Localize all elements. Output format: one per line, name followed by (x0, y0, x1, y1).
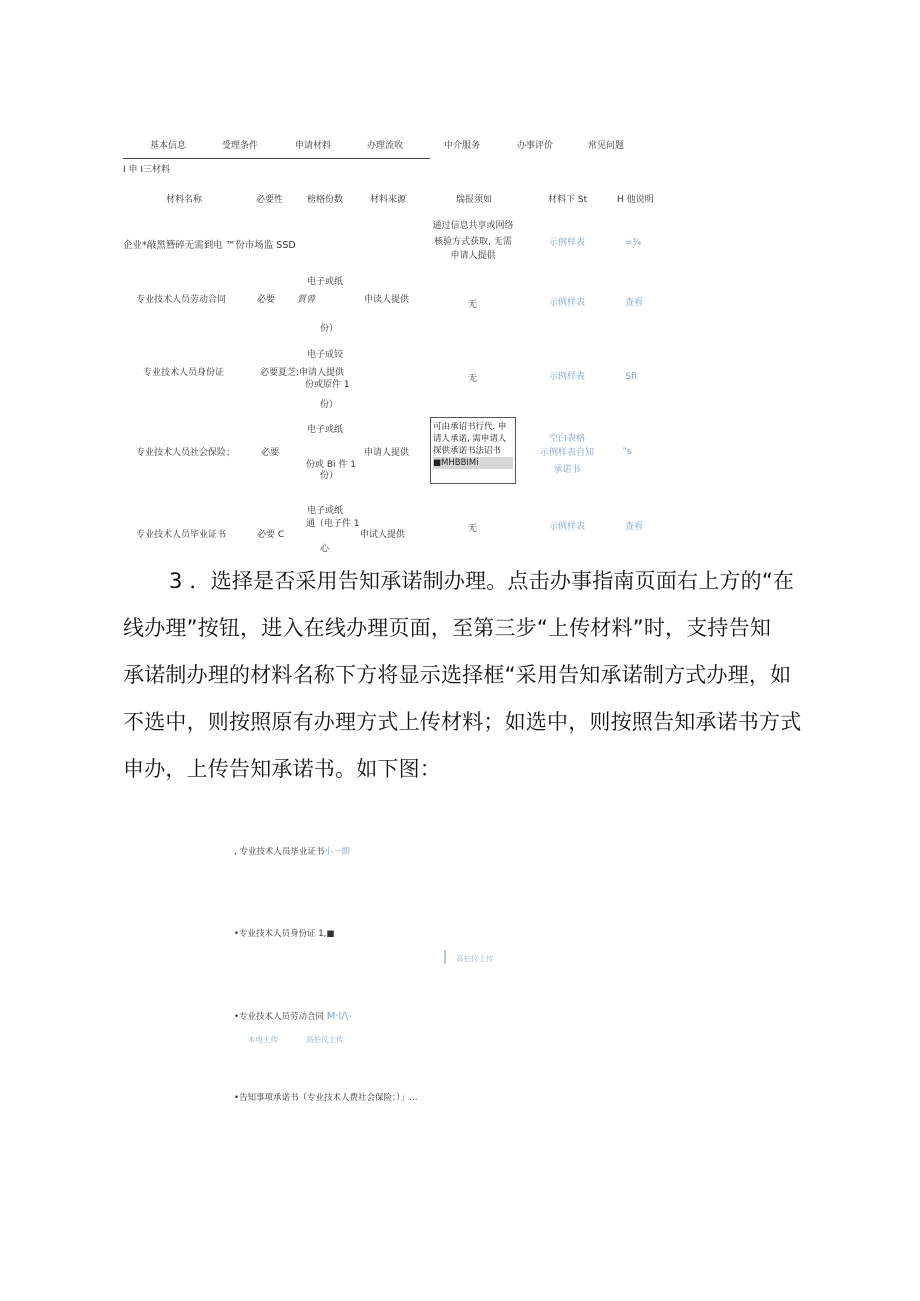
upload-item-commitment (234, 1091, 418, 1103)
row-name: 专业技术人员毕业证书 (136, 530, 227, 540)
camera-upload-button[interactable]: 高拍仪上传 (456, 954, 494, 963)
upload-item-label: 专业技术人员劳动合同 (239, 1012, 325, 1022)
row-copies-2: 質曾 (297, 295, 316, 305)
status-tag: 小一期 (324, 847, 350, 857)
note-line: 核验方式获取, 无需 (434, 237, 512, 247)
view-link[interactable]: 查看 (624, 298, 643, 308)
header-other: H 他说明 (617, 195, 654, 205)
note-line: 请人承诺, 需申请人 (433, 434, 507, 444)
tab-intermediary[interactable]: 中介服务 (444, 141, 481, 151)
header-download: 材料下 St (548, 195, 588, 205)
row-copies-3: 份） (320, 324, 339, 334)
commitment-letter-link[interactable]: 承诺书 (553, 465, 581, 475)
bullet: • (234, 929, 240, 939)
tab-divider (123, 158, 430, 159)
row-other[interactable]: =¾ (624, 238, 642, 248)
row-source: 申请人提供 (364, 448, 410, 458)
header-copies: 榜格份数 (307, 195, 344, 205)
paragraph-line: 不选中，则按照原有办理方式上传材料；如选中，则按照告知承诺书方式 (123, 710, 802, 734)
row-copies-2: 通（电子件 1 (306, 519, 360, 529)
view-link[interactable]: 查看 (624, 522, 643, 532)
row-notes: 无 (468, 374, 478, 384)
upload-item-label: 专业技术人员毕业证书 (239, 847, 325, 857)
row-name: 企业*敲黑簪碎无需到电 ™份市场监 SSD (123, 240, 296, 251)
row-required: 必要 C (257, 530, 285, 540)
row-notes: 无 (468, 300, 478, 310)
note-line: 通过信息共享或网络 (432, 221, 514, 231)
paragraph-line: 申办，上传告知承诺书。如下图： (123, 757, 441, 781)
row-other[interactable]: Sfi (625, 372, 637, 382)
row-name: 专业技术人员身份证 (143, 368, 225, 378)
tab-materials[interactable]: 申请材料 (295, 141, 332, 151)
paragraph-line: 承诺制办理的材料名称下方将显示选择框“采用告知承诺制方式办理，如 (123, 663, 792, 687)
local-upload-button[interactable]: 本电上传 (248, 1035, 278, 1044)
upload-item-graduation (234, 845, 350, 857)
upload-item-idcard (234, 927, 334, 939)
row-name: 专业技术人员劳动合同 (136, 295, 227, 305)
sample-form-link[interactable]: 示例样表 (548, 238, 585, 248)
note-line: 申请人提供 (450, 251, 496, 261)
row-copies-3: 份） (320, 400, 339, 410)
tab-process[interactable]: 办理流收 (367, 141, 404, 151)
bullet: • (234, 1012, 240, 1022)
note-line: 可由承诏书行代. 申 (433, 422, 507, 432)
row-other[interactable]: "s (622, 447, 632, 457)
note-line: 探供承诺书法诏书 (433, 446, 502, 456)
row-required: 必要夏芝:申请人提供 (260, 368, 345, 378)
header-notes: 瑞报须如 (456, 195, 493, 205)
upload-item-label: , (234, 847, 240, 857)
blank-form-link[interactable]: 空白表格 (548, 434, 585, 444)
row-copies-1: 电子成铰 (307, 350, 344, 360)
paragraph-line: 线办理”按钮，进入在线办理页面，至第三步“上传材料”时，支持告知 (123, 616, 772, 640)
row-required: 必要 (261, 448, 280, 458)
sample-form-link[interactable]: 示例样表 (548, 372, 585, 382)
note-line-highlight: ■MHBBIMi (433, 457, 513, 469)
row-notes: 无 (468, 524, 478, 534)
row-copies-3: 份） (320, 471, 339, 481)
row-required: 必要 (257, 295, 276, 305)
tab-faq[interactable]: 常见问题 (588, 141, 625, 151)
upload-item-label: 专业技术人员身份证 1,■ (239, 929, 335, 939)
row-copies-2: 份或原件 1 (305, 380, 350, 390)
row-name: 专业技术人员社会保险； (136, 448, 236, 458)
header-source: 材料来源 (370, 195, 407, 205)
commitment-note-box (430, 417, 516, 484)
row-source: 申试人提供 (360, 530, 406, 540)
row-copies-1: 电子或纸 (307, 425, 344, 435)
bullet: • (234, 1093, 240, 1103)
header-name: 材料名称 (166, 195, 203, 205)
row-notes (420, 219, 526, 263)
paragraph-line: 3 ．选择是否采用告知承诺制办理。点击办事指南页面右上方的“在 (169, 569, 795, 593)
row-source: 申读人提供 (364, 295, 410, 305)
row-copies-1: 电子或纸 (307, 506, 344, 516)
status-tag: M·l/\- (326, 1011, 352, 1022)
tab-acceptance[interactable]: 受理条件 (222, 141, 259, 151)
upload-divider (444, 950, 446, 964)
sample-form-link[interactable]: 示例样表 (548, 298, 585, 308)
tab-evaluation[interactable]: 办事评价 (517, 141, 554, 151)
row-copies-1: 电子或纸 (307, 277, 344, 287)
upload-item-contract (234, 1010, 352, 1022)
camera-upload-button[interactable]: 高拍仪上传 (306, 1035, 344, 1044)
sample-form-link[interactable]: 示例样表 (548, 522, 585, 532)
instruction-paragraph (123, 558, 823, 793)
sample-form-link[interactable]: 示例样表自知 (539, 448, 594, 458)
section-label: I 申 I三材料 (123, 165, 171, 175)
tab-basic-info[interactable]: 基本信息 (150, 141, 187, 151)
row-copies-2: 份或 Bi 件 1 (306, 460, 356, 470)
header-required: 必要性 (256, 195, 284, 205)
row-copies-3: 心 (320, 544, 330, 554)
upload-item-label: 告知事项承诺书（专业技术人费社会保险；）」… (239, 1093, 418, 1103)
